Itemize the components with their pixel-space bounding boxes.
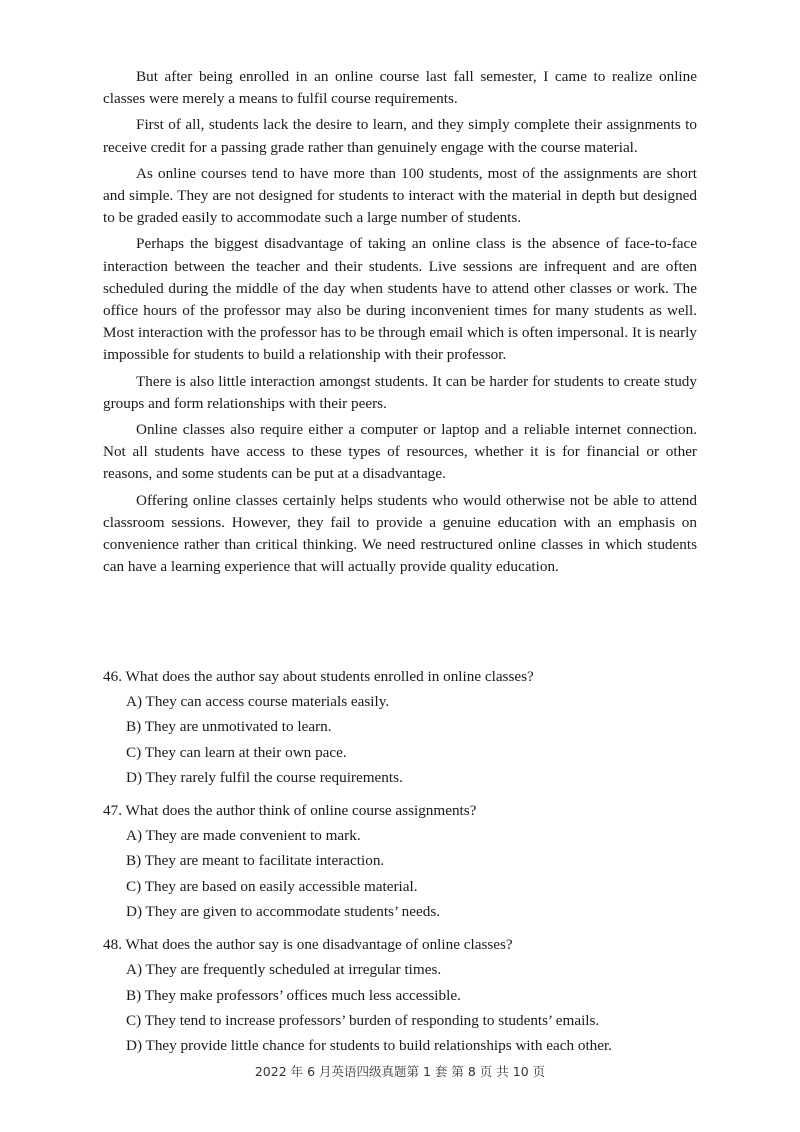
page-footer: 2022 年 6 月英语四级真题第 1 套 第 8 页 共 10 页	[254, 1064, 546, 1079]
answer-option-a: A) They are made convenient to mark.	[126, 827, 361, 845]
answer-option-d: D) They provide little chance for students to build relationships with each other.	[126, 1037, 613, 1055]
question-stem: 48. What does the author say is one disadvantage of online classes?	[103, 936, 513, 954]
passage-paragraph: Perhaps the biggest disadvantage of taking an online class is the absence of face-to-face interaction between the teacher and their students. Live sessions are infrequent and are often scheduled during the middle of the day when students have to attend other classes or work. The office hours of the professor may also be during inconvenient times for many students as well. Most interaction with the professor has to be through email which is often impersonal. It is nearly impossible for students to build a relationship with their professor.	[103, 235, 697, 364]
answer-option-a: A) They can access course materials easily.	[126, 693, 390, 710]
passage-paragraph: As online courses tend to have more than 100 students, most of the assignments are short and simple. They are not designed for students to interact with the material in depth but designed to be graded easily to accommodate such a large number of students.	[103, 164, 697, 227]
answer-option-b: B) They make professors’ offices much less accessible.	[126, 986, 461, 1004]
passage-paragraph: There is also little interaction amongst students. It can be harder for students to create study groups and form relationships with their peers.	[103, 372, 697, 412]
reading-passage	[103, 66, 697, 582]
answer-option-b: B) They are unmotivated to learn.	[126, 718, 332, 736]
answer-option-c: C) They are based on easily accessible material.	[126, 877, 418, 895]
passage-paragraph: Offering online classes certainly helps students who would otherwise not be able to attend classroom sessions. However, they fail to provide a genuine education with an emphasis on convenience rather than critical thinking. We need restructured online classes in which students can have a learning experience that will actually provide quality education.	[103, 491, 697, 576]
passage-paragraph: First of all, students lack the desire to learn, and they simply complete their assignments to receive credit for a passing grade rather than genuinely engage with the course material.	[103, 116, 697, 156]
question-stem: 47. What does the author think of online course assignments?	[103, 802, 477, 820]
question-stem: 46. What does the author say about students enrolled in online classes?	[103, 668, 534, 685]
question-47	[103, 798, 697, 924]
passage-paragraph: But after being enrolled in an online course last fall semester, I came to realize online classes were merely a means to fulfil course requirements.	[103, 68, 697, 108]
answer-option-b: B) They are meant to facilitate interaction.	[126, 852, 385, 870]
answer-option-d: D) They rarely fulfil the course requirements.	[126, 768, 403, 786]
answer-option-c: C) They tend to increase professors’ burden of responding to students’ emails.	[126, 1011, 600, 1029]
answer-option-d: D) They are given to accommodate students’ needs.	[126, 903, 441, 921]
answer-option-a: A) They are frequently scheduled at irregular times.	[126, 961, 442, 979]
question-46	[103, 664, 697, 790]
answer-option-c: C) They can learn at their own pace.	[126, 743, 347, 761]
question-list	[103, 664, 697, 1067]
passage-paragraph: Online classes also require either a computer or laptop and a reliable internet connection. Not all students have access to these types of resources, whether it is for financial or other reasons, and some students can be put at a disadvantage.	[103, 421, 697, 483]
question-48	[103, 932, 697, 1058]
